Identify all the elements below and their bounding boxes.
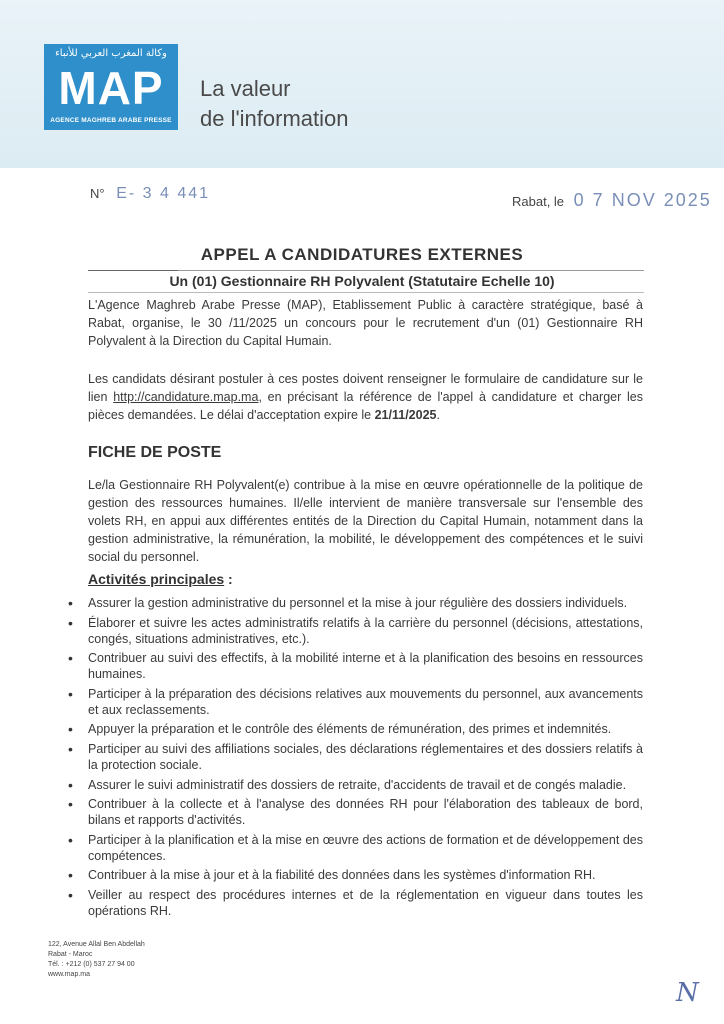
list-item: • Contribuer au suivi des effectifs, à la mobilité interne et à la planification des besoins en ressources humaines. xyxy=(68,650,643,682)
list-item: • Participer à la planification et à la mise en œuvre des actions de formation et de développement des compétences. xyxy=(68,832,643,864)
subtitle-underline xyxy=(88,292,644,293)
list-item: • Veiller au respect des procédures internes et de la réglementation en vigueur dans toutes les opérations RH. xyxy=(68,887,643,919)
handwritten-initial: N xyxy=(676,978,699,1008)
list-item: • Participer à la préparation des décisions relatives aux mouvements du personnel, aux avancements et aux reclassements. xyxy=(68,686,643,718)
reference-number xyxy=(90,185,210,203)
intro-paragraph: L'Agence Maghreb Arabe Presse (MAP), Etablissement Public à caractère stratégique, basé à Rabat, organise, le 30 /11/2025 un concours pour le recrutement d'un (01) Gestionnaire RH Polyvalent à la Direction du Capital Humain. xyxy=(88,298,643,348)
list-item: • Assurer le suivi administratif des dossiers de retraite, d'accidents de travail et de congés maladie. xyxy=(68,777,643,793)
reference-label: N° xyxy=(90,186,105,201)
header-band xyxy=(0,0,724,168)
deadline-date: 21/11/2025 xyxy=(374,408,437,422)
apply-text-before: Les candidats désirant postuler à ces postes doivent renseigner le formulaire de candidature sur le lien xyxy=(88,372,643,404)
list-item: • Contribuer à la mise à jour et à la fiabilité des données dans les systèmes d'information RH. xyxy=(68,867,643,883)
logo-subtitle: AGENCE MAGHREB ARABE PRESSE xyxy=(50,117,172,124)
tagline-line2: de l'information xyxy=(200,106,349,131)
fiche-description: Le/la Gestionnaire RH Polyvalent(e) contribue à la mise en œuvre opérationnelle de la politique de gestion des ressources humaines. Il/elle intervient de manière transversale sur l'ensemble des volets RH, en appui aux différentes entités de la Direction du Capital Humain, notamment dans la gestion administrative, la rémunération, la mobilité, le développement des compétences et le suivi social du personnel. xyxy=(88,478,643,564)
activities-heading-label: Activités principales xyxy=(88,571,225,587)
logo-arabic-text: وكالة المغرب العربي للأنباء xyxy=(55,48,167,59)
list-item: • Participer au suivi des affiliations sociales, des déclarations réglementaires et des dossiers relatifs à la protection sociale. xyxy=(68,741,643,773)
job-subtitle: Un (01) Gestionnaire RH Polyvalent (Statutaire Echelle 10) xyxy=(169,273,555,289)
document-date xyxy=(512,190,712,211)
date-label: Rabat, le xyxy=(512,194,565,209)
footer-city: Rabat - Maroc xyxy=(48,951,93,958)
candidature-link[interactable]: http://candidature.map.ma xyxy=(113,390,259,404)
apply-text-middle: , en précisant la référence de l'appel à candidature et charger les pièces demandées. Le délai d'acceptation expire le xyxy=(88,390,643,422)
date-stamp: 0 7 NOV 2025 xyxy=(573,190,712,210)
list-item: • Contribuer à la collecte et à l'analyse des données RH pour l'élaboration des tableaux de bord, bilans et rapports d'activités. xyxy=(68,796,643,828)
reference-stamp: E- 3 4 441 xyxy=(116,185,211,202)
apply-paragraph xyxy=(88,370,643,424)
title-underline xyxy=(178,270,644,271)
list-item: • Assurer la gestion administrative du personnel et la mise à jour régulière des dossiers individuels. xyxy=(68,595,643,611)
footer-street: 122, Avenue Allal Ben Abdellah xyxy=(48,941,145,948)
list-item: • Appuyer la préparation et le contrôle des éléments de rémunération, des primes et indemnités. xyxy=(68,721,643,737)
map-logo xyxy=(44,44,178,130)
page-title: APPEL A CANDIDATURES EXTERNES xyxy=(200,245,524,264)
apply-text-end: . xyxy=(436,408,440,422)
title-underline-left xyxy=(88,270,178,271)
list-item: • Élaborer et suivre les actes administratifs relatifs à la carrière du personnel (décisions, attestations, congés, situations administratives, etc.). xyxy=(68,615,643,647)
tagline-line1: La valeur xyxy=(200,76,291,101)
footer-address xyxy=(48,940,145,980)
activities-list xyxy=(68,595,643,923)
footer-website[interactable]: www.map.ma xyxy=(48,971,91,978)
tagline xyxy=(200,74,349,134)
fiche-heading: FICHE DE POSTE xyxy=(88,444,222,461)
logo-wordmark: MAP xyxy=(58,62,164,114)
activities-heading-colon: : xyxy=(224,571,233,587)
footer-phone: Tél. : +212 (0) 537 27 94 00 xyxy=(48,961,135,968)
activities-heading xyxy=(88,571,233,587)
